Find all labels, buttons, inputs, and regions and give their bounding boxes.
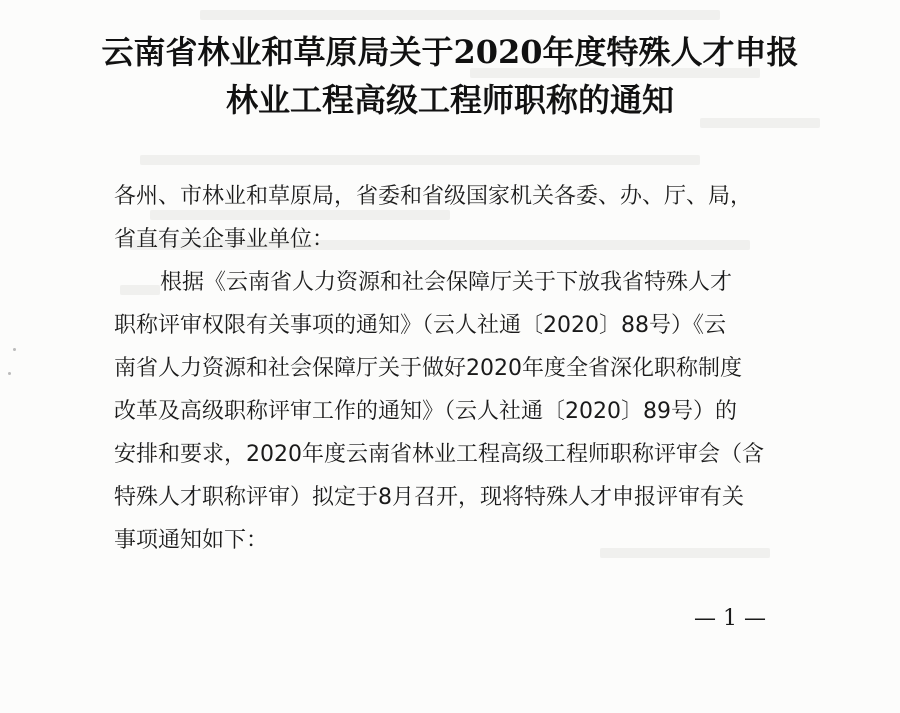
bleed-through-mark [200, 10, 720, 20]
body-line-6: 特殊人才职称评审）拟定于8月召开，现将特殊人才申报评审有关 [114, 485, 744, 510]
salutation-line-1: 各州、市林业和草原局，省委和省级国家机关各委、办、厅、局， [114, 184, 753, 209]
paper-speck [8, 372, 11, 375]
salutation-line-2: 省直有关企事业单位： [114, 227, 335, 252]
page-number: — 1 — [694, 606, 766, 631]
body-line-3: 南省人力资源和社会保障厅关于做好2020年度全省深化职称制度 [114, 356, 742, 381]
body-line-4: 改革及高级职称评审工作的通知》（云人社通〔2020〕89号）的 [114, 399, 737, 424]
bleed-through-mark [140, 155, 700, 165]
bleed-through-mark [120, 285, 160, 295]
body-line-7: 事项通知如下： [114, 528, 269, 553]
body-line-1: 根据《云南省人力资源和社会保障厅关于下放我省特殊人才 [160, 270, 733, 295]
document-title-line-1: 云南省林业和草原局关于2020年度特殊人才申报 [101, 33, 799, 71]
body-line-2: 职称评审权限有关事项的通知》（云人社通〔2020〕88号）《云 [114, 313, 726, 338]
document-title-line-2: 林业工程高级工程师职称的通知 [225, 81, 674, 119]
paper-speck [13, 348, 16, 351]
body-line-5: 安排和要求，2020年度云南省林业工程高级工程师职称评审会（含 [114, 442, 764, 467]
